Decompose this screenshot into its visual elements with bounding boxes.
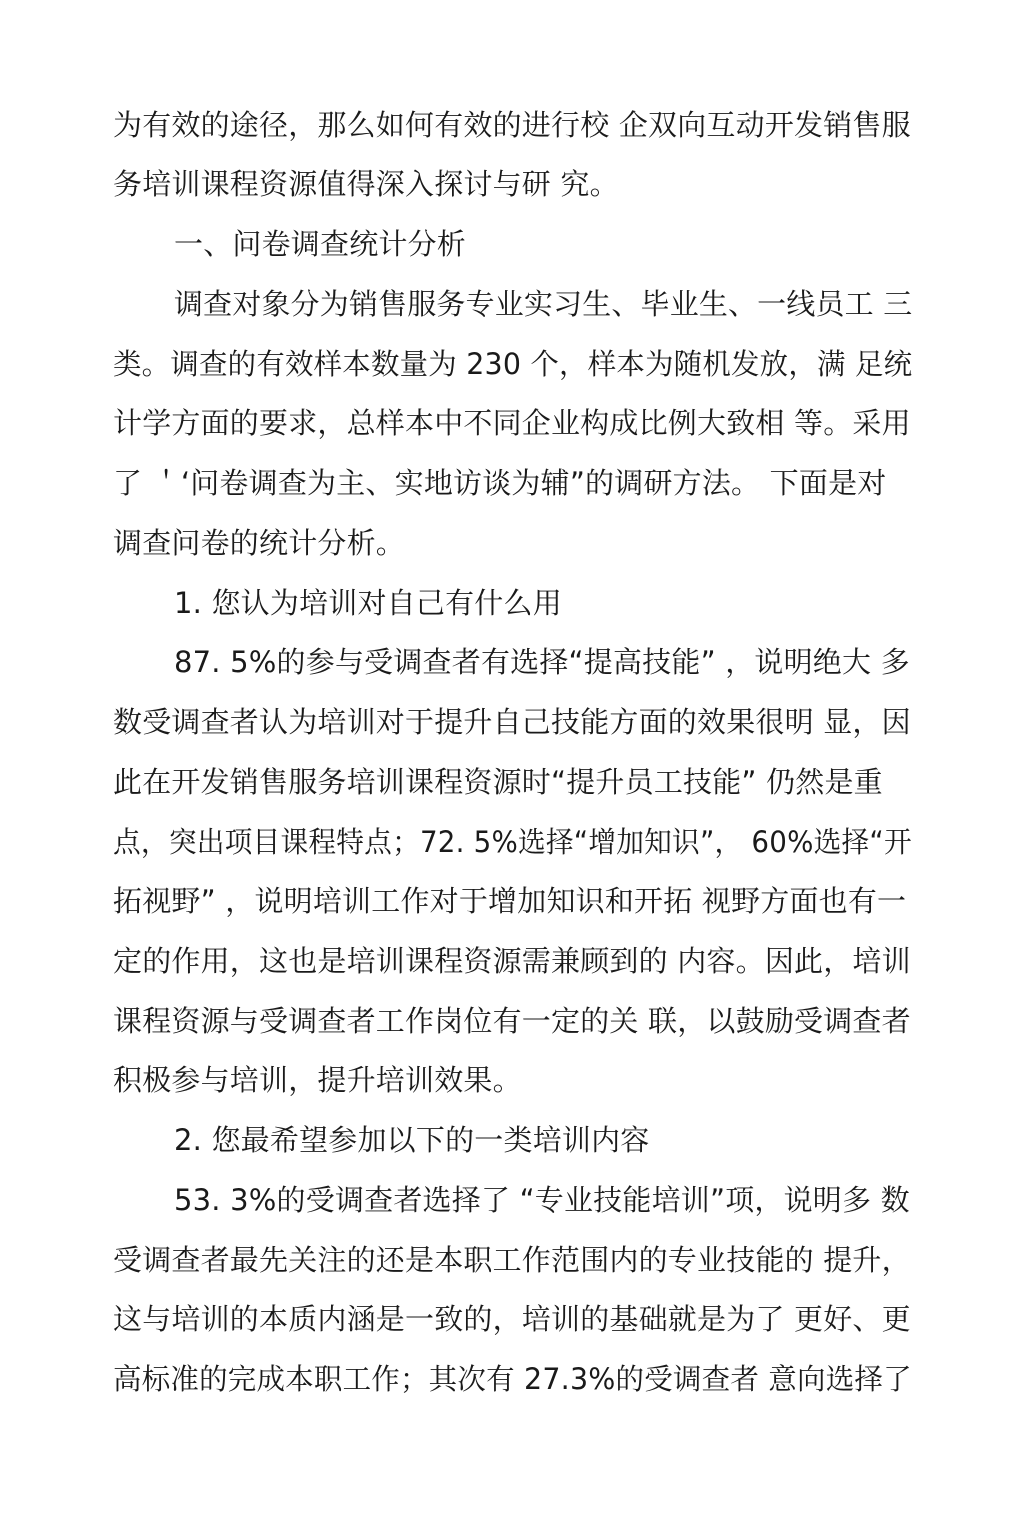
text-line: 点，突出项目课程特点；72. 5%选择“增加知识”， 60%选择“开: [113, 825, 912, 859]
text-line: 高标准的完成本职工作；其次有 27.3%的受调查者 意向选择了: [113, 1362, 912, 1396]
text-line: 这与培训的本质内涵是一致的，培训的基础就是为了 更好、更: [113, 1302, 911, 1336]
text-line: 类。调查的有效样本数量为 230 个，样本为随机发放，满 足统: [113, 347, 913, 381]
text-line: 为有效的途径，那么如何有效的进行校 企双向互动开发销售服: [113, 108, 911, 142]
question-heading: 1. 您认为培训对自己有什么用: [174, 586, 562, 620]
text-line: 数受调查者认为培训对于提升自己技能方面的效果很明 显，因: [113, 705, 911, 739]
text-line: 受调查者最先关注的还是本职工作范围内的专业技能的 提升，: [113, 1243, 911, 1277]
text-line: 积极参与培训，提升培训效果。: [113, 1063, 522, 1097]
text-line: 拓视野” ，说明培训工作对于增加知识和开拓 视野方面也有一: [113, 884, 907, 918]
text-line: 计学方面的要求，总样本中不同企业构成比例大致相 等。采用: [113, 406, 911, 440]
text-line: 调查对象分为销售服务专业实习生、毕业生、一线员工 三: [174, 287, 913, 321]
text-line: 定的作用，这也是培训课程资源需兼顾到的 内容。因此，培训: [113, 944, 911, 978]
section-heading: 一、问卷调查统计分析: [174, 227, 467, 261]
text-line: 调查问卷的统计分析。: [113, 526, 406, 560]
question-heading: 2. 您最希望参加以下的一类培训内容: [174, 1123, 650, 1157]
text-line: 了 ＇‘问卷调查为主、实地访谈为辅”的调研方法。 下面是对: [113, 466, 887, 500]
text-line: 87. 5%的参与受调查者有选择“提高技能” ，说明绝大 多: [174, 645, 910, 679]
text-line: 务培训课程资源值得深入探讨与研 究。: [113, 167, 619, 201]
text-line: 课程资源与受调查者工作岗位有一定的关 联，以鼓励受调查者: [113, 1004, 911, 1038]
text-line: 此在开发销售服务培训课程资源时“提升员工技能” 仍然是重: [113, 765, 883, 799]
text-line: 53. 3%的受调查者选择了 “专业技能培训”项，说明多 数: [174, 1183, 910, 1217]
